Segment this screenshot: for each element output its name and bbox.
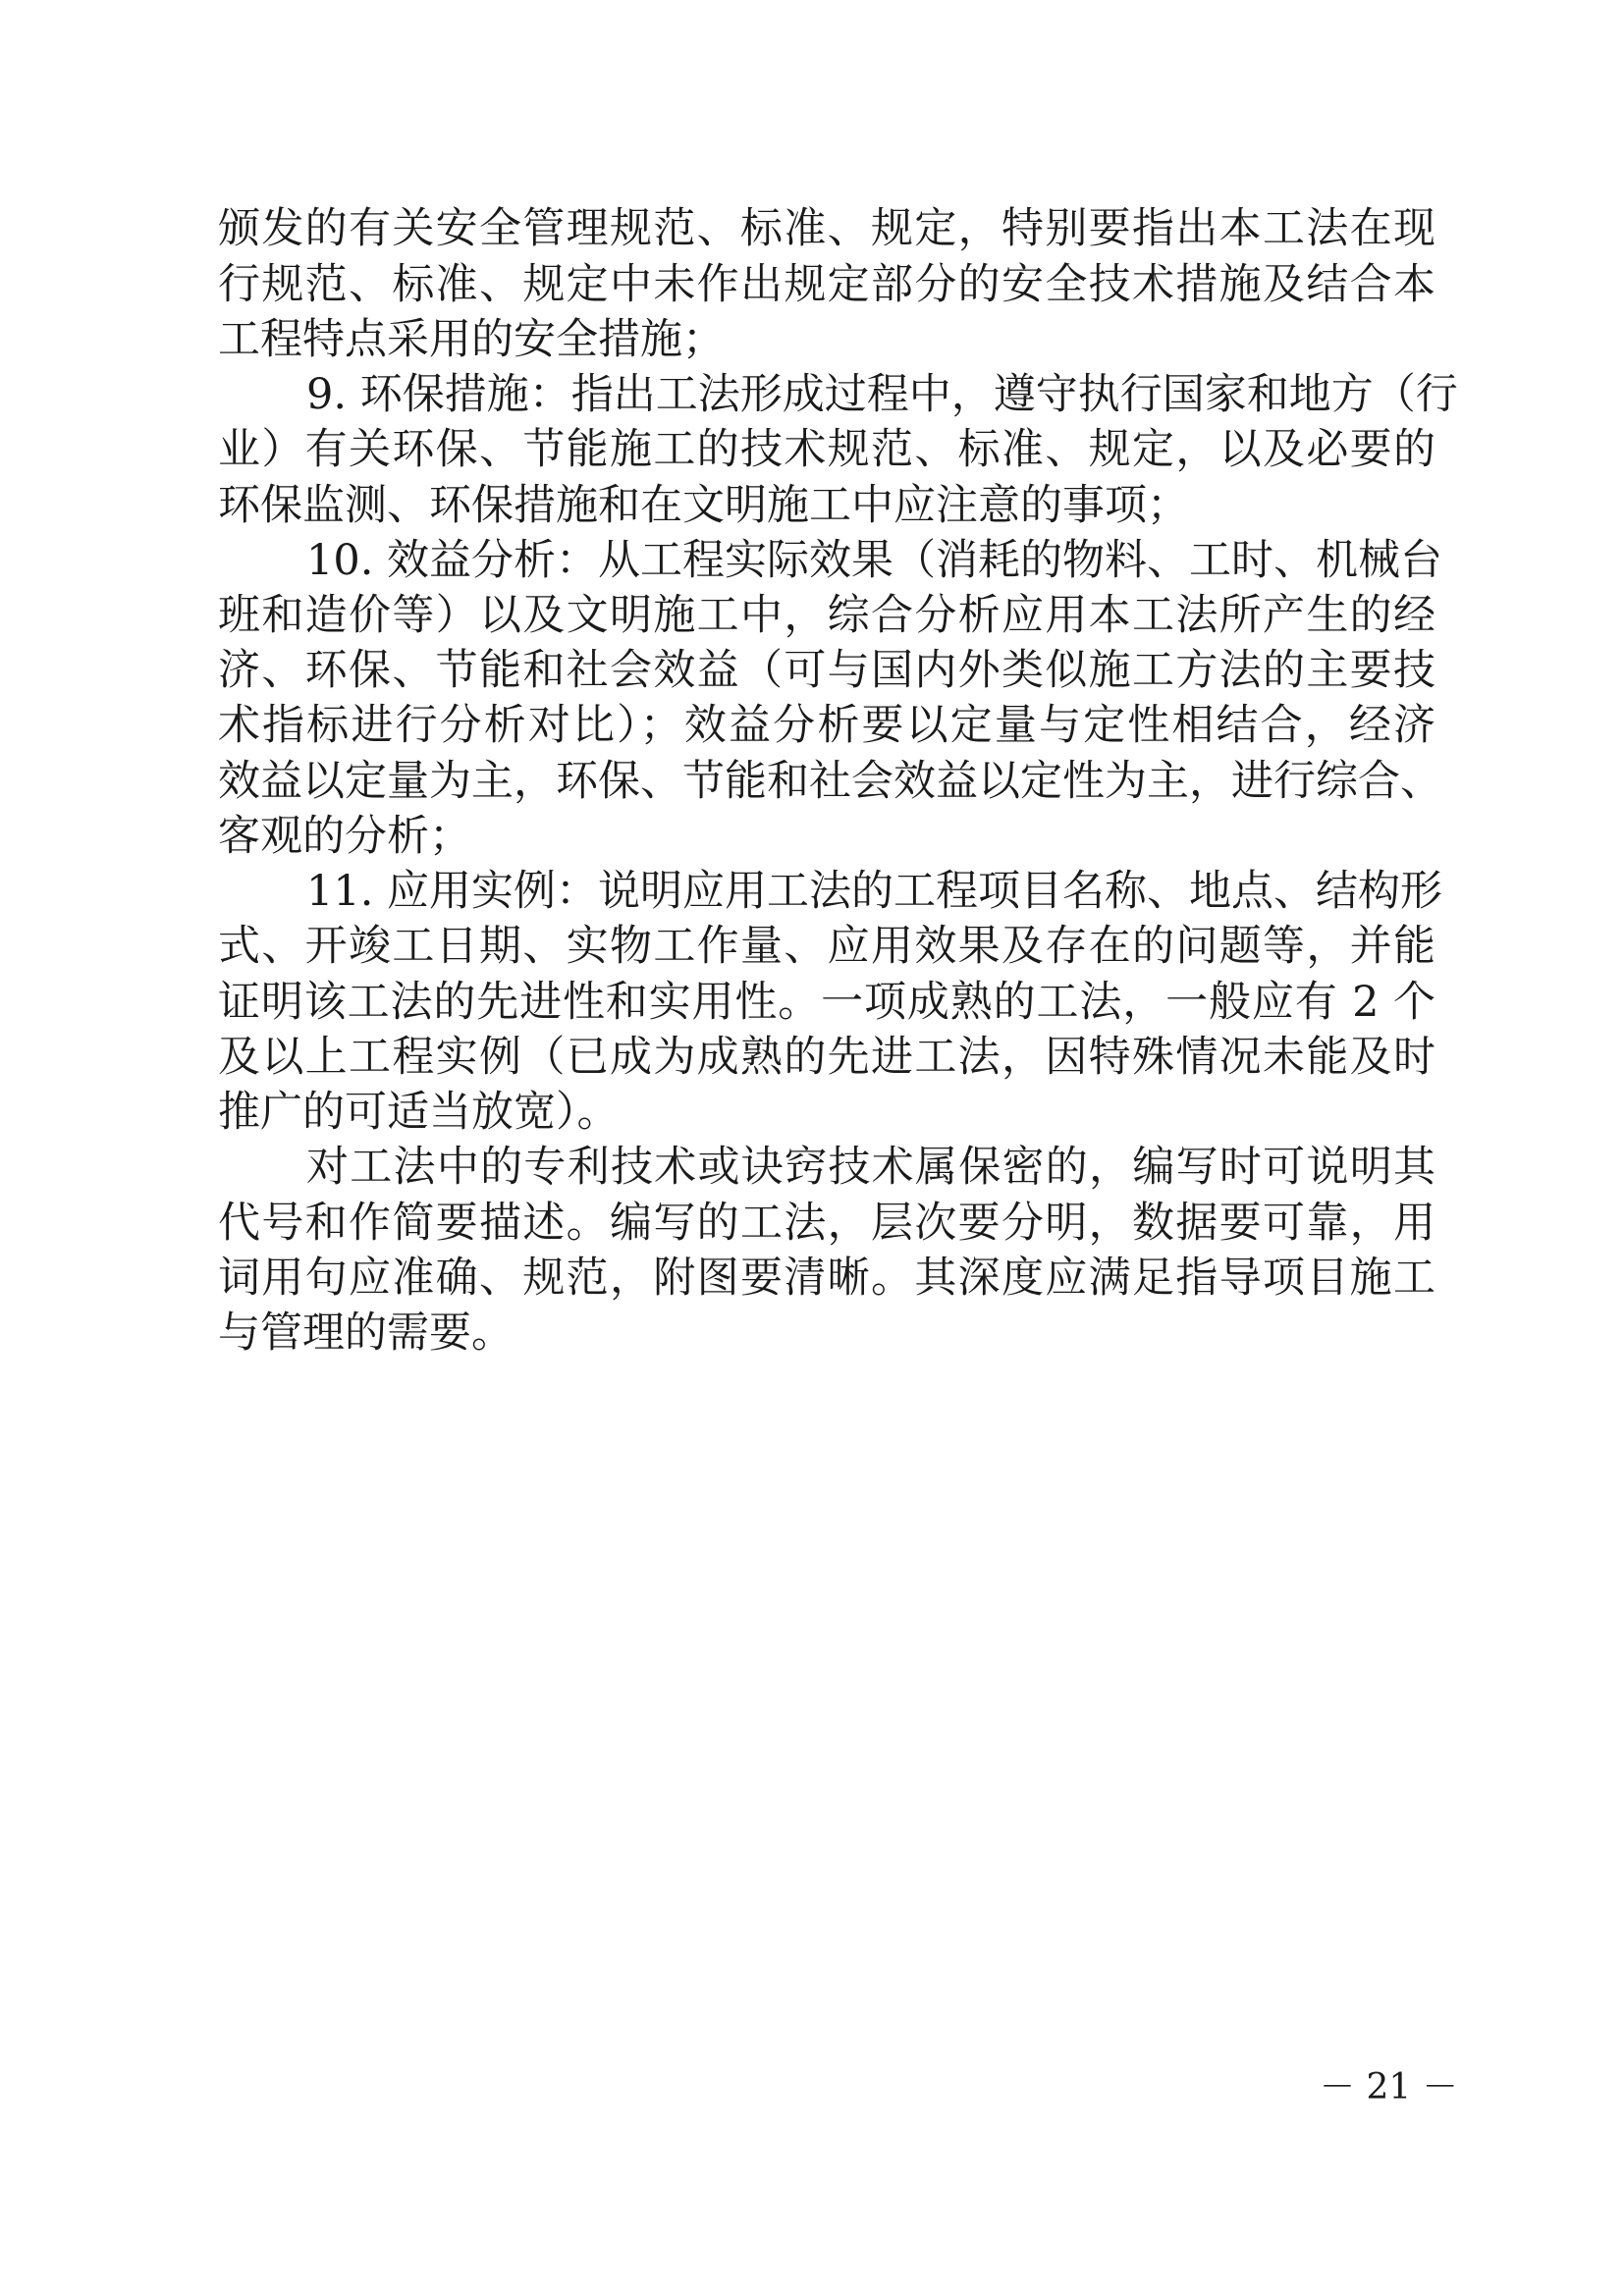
paragraph-line: 颁发的有关安全管理规范、标准、规定，特别要指出本工法在现 <box>218 204 1435 253</box>
paragraph-line: 及以上工程实例（已成为成熟的先进工法，因特殊情况未能及时 <box>218 1033 1435 1082</box>
paragraph-line: 客观的分析； <box>218 812 471 861</box>
paragraph-line: 行规范、标准、规定中未作出规定部分的安全技术措施及结合本 <box>218 260 1435 309</box>
paragraph-line: 班和造价等）以及文明施工中，综合分析应用本工法所产生的经 <box>218 591 1435 640</box>
paragraph-line: 效益以定量为主，环保、节能和社会效益以定性为主，进行综合、 <box>218 757 1442 806</box>
closing-paragraph-line: 对工法中的专利技术或诀窍技术属保密的，编写时可说明其 <box>306 1143 1435 1192</box>
paragraph-line: 式、开竣工日期、实物工作量、应用效果及存在的问题等，并能 <box>218 922 1435 971</box>
item-11-line: 11. 应用实例：说明应用工法的工程项目名称、地点、结构形 <box>306 867 1443 916</box>
page-number: － 21 － <box>1320 2067 1458 2108</box>
paragraph-line: 环保监测、环保措施和在文明施工中应注意的事项； <box>218 481 1189 530</box>
paragraph-line: 济、环保、节能和社会效益（可与国内外类似施工方法的主要技 <box>218 646 1435 695</box>
item-9-line: 9. 环保措施：指出工法形成过程中，遵守执行国家和地方（行 <box>306 370 1458 419</box>
item-10-line: 10. 效益分析：从工程实际效果（消耗的物料、工时、机械台 <box>306 536 1443 585</box>
paragraph-line: 术指标进行分析对比）；效益分析要以定量与定性相结合，经济 <box>218 701 1435 750</box>
paragraph-line: 代号和作简要描述。编写的工法，层次要分明，数据要可靠，用 <box>218 1199 1435 1248</box>
paragraph-line: 业）有关环保、节能施工的技术规范、标准、规定，以及必要的 <box>218 425 1435 474</box>
paragraph-line: 证明该工法的先进性和实用性。一项成熟的工法，一般应有 2 个 <box>218 978 1435 1027</box>
paragraph-line: 工程特点采用的安全措施； <box>218 315 725 364</box>
paragraph-line: 与管理的需要。 <box>218 1308 514 1358</box>
paragraph-line: 推广的可适当放宽）。 <box>218 1088 620 1137</box>
paragraph-line: 词用句应准确、规范，附图要清晰。其深度应满足指导项目施工 <box>218 1254 1435 1303</box>
